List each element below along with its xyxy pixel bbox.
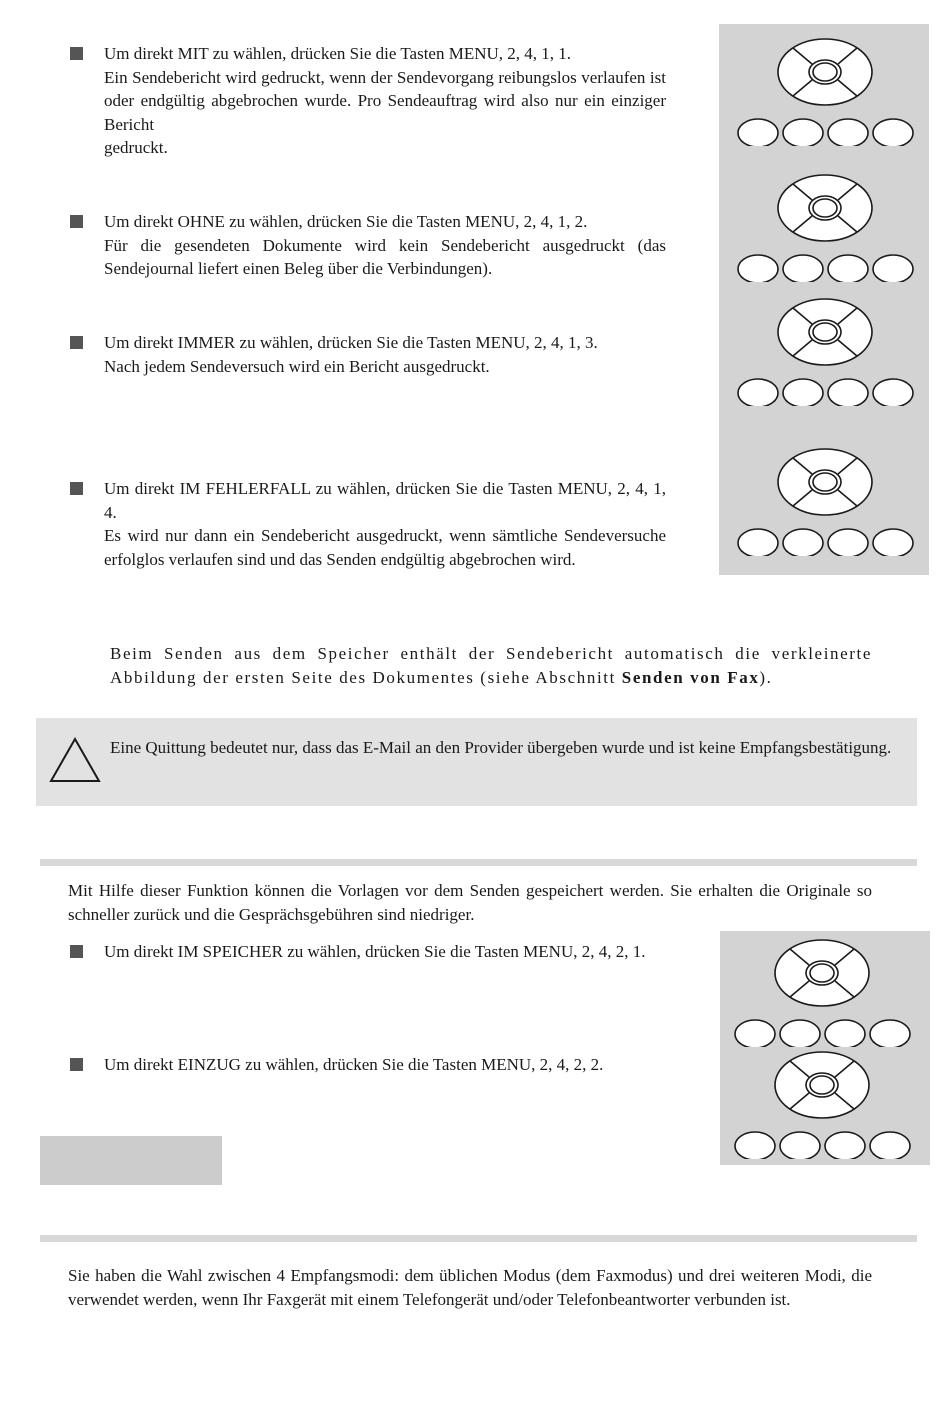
list-item-immer: [70, 331, 666, 378]
item-instruction: Um direkt IM SPEICHER zu wählen, drücken Sie die Tasten MENU, 2, 4, 2, 1.: [104, 942, 646, 961]
item-instruction: Um direkt IM FEHLERFALL zu wählen, drücken Sie die Tasten MENU, 2, 4, 1, 4.: [104, 479, 666, 522]
item-description: Nach jedem Sendeversuch wird ein Bericht ausgedruckt.: [104, 356, 490, 376]
section-divider: [40, 1235, 917, 1242]
keypad-panel: [720, 931, 930, 1165]
list-item-fehlerfall: [70, 477, 666, 571]
gray-label-box: [40, 1136, 222, 1185]
keypad-panel: [719, 24, 929, 575]
warning-triangle-icon: [48, 736, 102, 784]
square-bullet-icon: [70, 47, 83, 60]
navigation-keypad-icon: [732, 937, 912, 1047]
item-description: Für die gesendeten Dokumente wird kein Sendebericht ausgedruckt (das Sendejournal liefert einen Beleg über die Verbindungen).: [104, 235, 666, 278]
item-instruction: Um direkt IMMER zu wählen, drücken Sie die Tasten MENU, 2, 4, 1, 3.: [104, 333, 598, 352]
navigation-keypad-icon: [732, 1049, 912, 1159]
navigation-keypad-icon: [735, 172, 915, 282]
warning-box: [36, 718, 917, 806]
square-bullet-icon: [70, 336, 83, 349]
navigation-keypad-icon: [735, 36, 915, 146]
item-description-cont: gedruckt.: [104, 138, 168, 157]
item-instruction: Um direkt OHNE zu wählen, drücken Sie die Tasten MENU, 2, 4, 1, 2.: [104, 212, 588, 231]
item-instruction: Um direkt MIT zu wählen, drücken Sie die Tasten MENU, 2, 4, 1, 1.: [104, 44, 572, 63]
list-item-einzug: [70, 1053, 660, 1077]
note-link-text: Senden von Fax: [621, 667, 760, 687]
square-bullet-icon: [70, 1058, 83, 1071]
list-item-speicher: [70, 940, 650, 964]
item-description: Es wird nur dann ein Sendebericht ausgedruckt, wenn sämtliche Sendeversuche erfolglos verlaufen sind und das Senden endgültig abgebrochen wird.: [104, 526, 666, 569]
note-tail: ).: [759, 667, 773, 687]
navigation-keypad-icon: [735, 446, 915, 556]
item-instruction: Um direkt EINZUG zu wählen, drücken Sie die Tasten MENU, 2, 4, 2, 2.: [104, 1055, 604, 1074]
memory-send-note: [110, 642, 872, 689]
section-divider: [40, 859, 917, 866]
section2-intro: Mit Hilfe dieser Funktion können die Vorlagen vor dem Senden gespeichert werden. Sie erhalten die Originale so schneller zurück und die Gesprächsgebühren sind niedriger.: [68, 881, 872, 924]
square-bullet-icon: [70, 482, 83, 495]
list-item-ohne: [70, 210, 666, 281]
square-bullet-icon: [70, 945, 83, 958]
note-text: Beim Senden aus dem Speicher enthält der Sendebericht automatisch die verkleinerte Abbildung der ersten Seite des Dokumentes (siehe Abschnitt: [110, 644, 872, 687]
item-description: Ein Sendebericht wird gedruckt, wenn der Sendevorgang reibungslos verlaufen ist oder endgültig abgebrochen wurde. Pro Sendeauftrag wird also nur ein einziger Bericht: [104, 67, 666, 134]
square-bullet-icon: [70, 215, 83, 228]
list-item-mit: [70, 42, 666, 160]
warning-text: Eine Quittung bedeutet nur, dass das E-Mail an den Provider übergeben wurde und ist keine Empfangsbestätigung.: [110, 738, 892, 757]
section3-intro: Sie haben die Wahl zwischen 4 Empfangsmodi: dem üblichen Modus (dem Faxmodus) und drei weiteren Modi, die verwendet werden, wenn Ihr Faxgerät mit einem Telefongerät und/oder Telefonbeantworter verbunden ist.: [68, 1266, 872, 1309]
navigation-keypad-icon: [735, 296, 915, 406]
